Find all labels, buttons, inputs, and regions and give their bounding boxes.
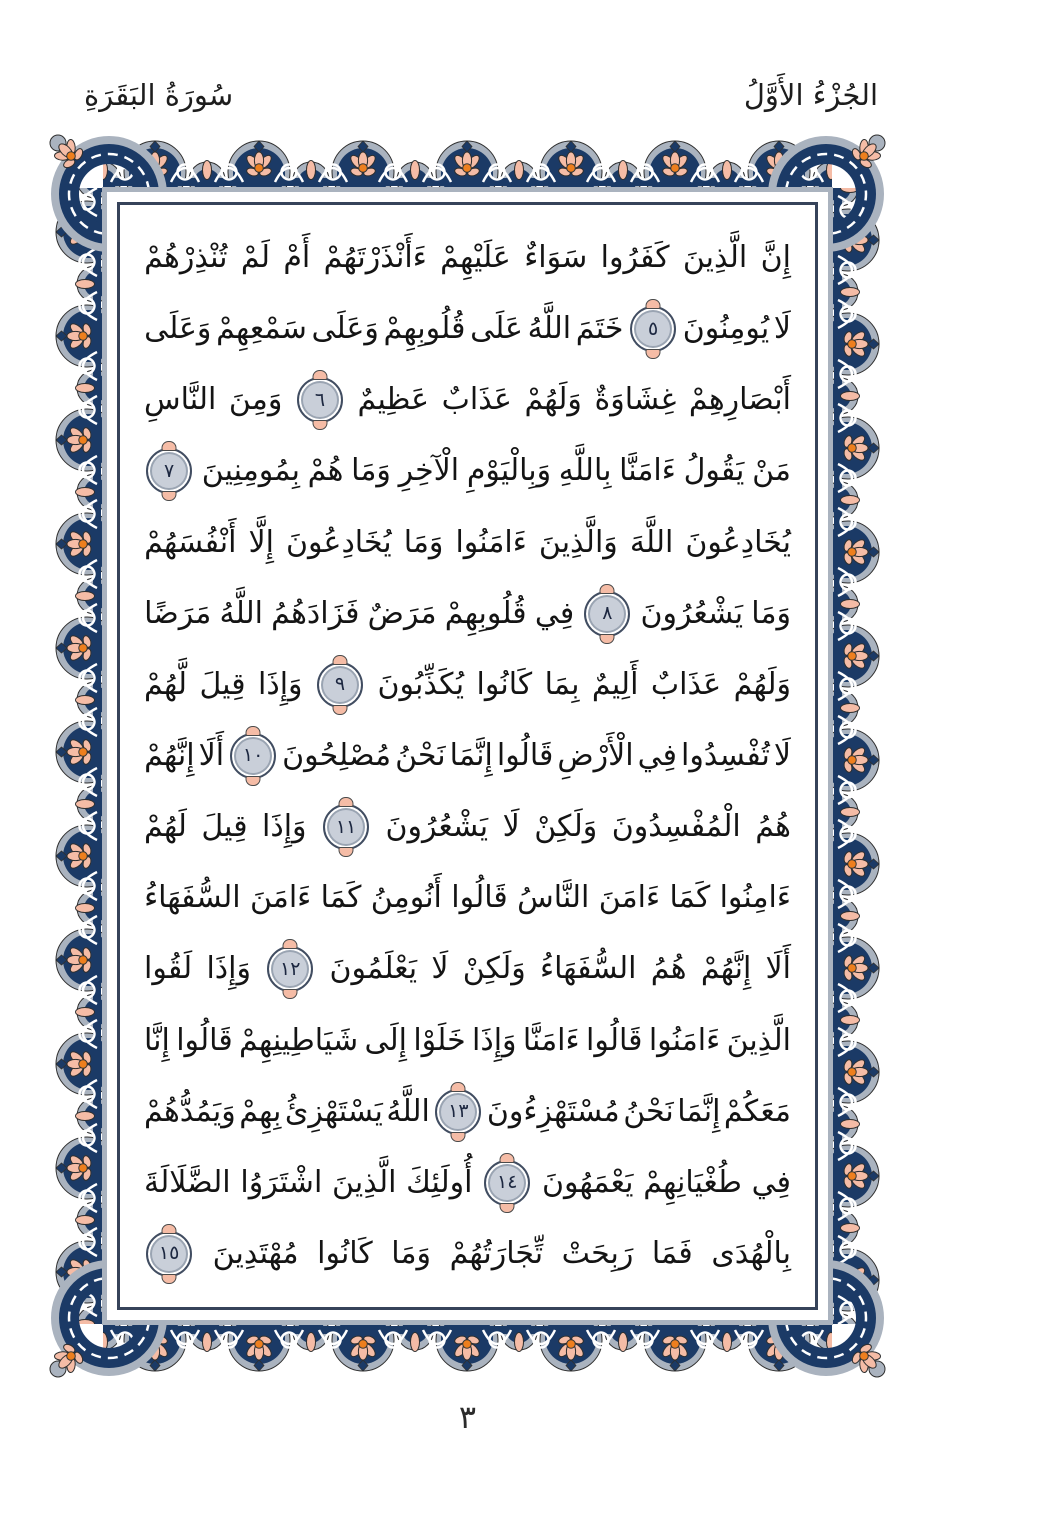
quran-word: وَإِذَا: [262, 809, 307, 845]
ayah-marker: ١٠: [230, 733, 276, 779]
quran-word: قَالُوا: [451, 880, 508, 916]
quran-line: [144, 1150, 791, 1216]
quran-word: هُمُ: [650, 951, 687, 987]
quran-word: فَزَادَهُمُ: [271, 595, 360, 631]
quran-word: يَقُولُ: [683, 453, 745, 489]
quran-word: لَا: [773, 311, 791, 347]
quran-line: [144, 296, 791, 362]
quran-word: وَيَمُدُّهُمْ: [144, 1093, 236, 1129]
quran-word: الضَّلَالَةَ: [144, 1164, 231, 1200]
quran-word: قِيلَ: [199, 666, 246, 702]
quran-word: مُسْتَهْزِءُونَ: [486, 1093, 620, 1129]
quran-word: وَمَا: [391, 1235, 431, 1271]
quran-word: وَمَا: [351, 453, 391, 489]
quran-word: اللَّهُ: [219, 595, 263, 631]
quran-word: ءَامَنَ: [249, 880, 312, 916]
quran-word: فَمَا: [651, 1235, 693, 1271]
border-top: [103, 140, 832, 188]
quran-word: قُلُوبِهِمْ: [444, 595, 527, 631]
quran-word: لَهُمْ: [144, 809, 187, 845]
quran-word: ءَامَنُوا: [455, 524, 527, 560]
ayah-marker: ١٤: [484, 1160, 530, 1206]
quran-word: السُّفَهَاءُ: [540, 951, 637, 987]
quran-word: إِنَّهُمْ: [700, 951, 752, 987]
quran-line: [144, 581, 791, 647]
quran-line: [144, 936, 791, 1002]
quran-word: لَمْ: [240, 240, 270, 275]
quran-word: وَلَكِنْ: [462, 951, 526, 987]
quran-word: إِنَّمَا: [677, 1093, 721, 1129]
quran-word: طُغْيَانِهِمْ: [643, 1164, 742, 1200]
quran-line: [144, 367, 791, 433]
quran-word: خَلَوْا: [413, 1022, 466, 1058]
quran-word: شَيَاطِينِهِمْ: [239, 1022, 359, 1058]
quran-word: كَانُوا: [317, 1235, 373, 1271]
quran-word: كَانُوا: [476, 666, 533, 702]
quran-word: يَعْمَهُونَ: [541, 1164, 634, 1200]
surah-title: سُورَةُ البَقَرَةِ: [84, 78, 234, 112]
quran-word: ءَأَنْذَرْتَهُمْ: [323, 240, 427, 275]
quran-word: أَنُومِنُ: [370, 880, 442, 916]
quran-word: الْأَرْضِ: [557, 737, 634, 773]
quran-word: عَلَيْهِمْ: [440, 240, 511, 275]
quran-word: غِشَاوَةٌ: [594, 382, 677, 418]
quran-word: قُلُوبِهِمْ: [383, 311, 466, 347]
quran-word: الْآخِرِ: [398, 453, 460, 489]
quran-word: لَّهُمْ: [144, 666, 187, 702]
quran-word: إِنَّا: [144, 1022, 170, 1058]
ayah-marker: ٨: [584, 591, 630, 637]
quran-word: تِّجَارَتُهُمْ: [449, 1235, 544, 1271]
quran-word: وَعَلَى: [311, 311, 379, 347]
quran-line: [144, 438, 791, 504]
quran-word: تُنْذِرْهُمْ: [144, 240, 228, 275]
quran-word: اشْتَرَوُا: [240, 1164, 323, 1200]
quran-word: أَمْ: [283, 240, 311, 275]
quran-word: أَبْصَارِهِمْ: [688, 382, 791, 418]
quran-word: نَحْنُ: [395, 737, 446, 773]
quran-word: لَقُوا: [144, 951, 193, 987]
border-corner-top-right: [826, 134, 886, 194]
quran-word: يَسْتَهْزِئُ: [284, 1093, 383, 1129]
quran-word: سَوَاءٌ: [524, 240, 588, 275]
quran-line: [144, 865, 791, 931]
quran-word: وَمَا: [751, 595, 791, 631]
quran-word: قِيلَ: [201, 809, 248, 845]
quran-word: يُخَادِعُونَ: [286, 524, 392, 560]
quran-word: ءَامَنَّا: [522, 1022, 580, 1058]
quran-line: [144, 1221, 791, 1287]
quran-word: كَمَا: [320, 880, 362, 916]
quran-word: بِمُومِنِينَ: [201, 453, 300, 489]
quran-word: خَتَمَ: [575, 311, 624, 347]
quran-word: نَحْنُ: [623, 1093, 674, 1129]
quran-word: أَلَا: [198, 737, 225, 773]
quran-text-area: [120, 205, 815, 1307]
quran-word: يَعْلَمُونَ: [329, 951, 418, 987]
page-number: ٣: [458, 1398, 477, 1436]
ayah-marker: ١٥: [146, 1231, 192, 1277]
quran-word: مَعَكُمْ: [723, 1093, 791, 1129]
quran-word: مُهْتَدِينَ: [212, 1235, 299, 1271]
border-bottom: [103, 1324, 832, 1372]
quran-word: هُمُ: [755, 809, 791, 845]
quran-word: لَا: [431, 951, 449, 987]
quran-word: عَذَابٌ: [441, 382, 512, 418]
quran-word: تُفْسِدُوا: [681, 737, 770, 773]
quran-line: [144, 1008, 791, 1074]
ayah-marker: ٧: [146, 448, 192, 494]
quran-word: وَبِالْيَوْمِ: [466, 453, 552, 489]
quran-word: وَلَهُمْ: [524, 382, 582, 418]
quran-word: وَمِنَ: [228, 382, 283, 418]
quran-word: فِي: [637, 737, 677, 773]
quran-word: مَنْ: [752, 453, 791, 489]
quran-word: فِي: [751, 1164, 791, 1200]
quran-word: السُّفَهَاءُ: [144, 880, 241, 916]
ayah-marker: ٥: [630, 306, 676, 352]
quran-word: إِنَّ: [760, 240, 791, 275]
quran-line: [144, 723, 791, 789]
quran-word: وَإِذَا: [472, 1022, 517, 1058]
quran-word: ءَامَنَ: [598, 880, 661, 916]
border-corner-bottom-left: [49, 1318, 109, 1378]
border-left: [55, 188, 103, 1324]
quran-word: كَفَرُوا: [600, 240, 670, 275]
juz-title: الجُزْءُ الأَوَّلُ: [743, 78, 878, 112]
border-corner-bottom-right: [826, 1318, 886, 1378]
border-corner-top-left: [49, 134, 109, 194]
quran-word: أَلَا: [765, 951, 791, 987]
quran-word: بِالْهُدَى: [711, 1235, 791, 1271]
quran-word: وَلَهُمْ: [733, 666, 791, 702]
quran-word: وَمَا: [403, 524, 444, 560]
quran-word: بِمَا: [544, 666, 580, 702]
quran-word: وَإِذَا: [206, 951, 251, 987]
ayah-marker: ٦: [297, 377, 343, 423]
quran-word: الَّذِينَ: [332, 1164, 397, 1200]
quran-word: هُمْ: [307, 453, 344, 489]
quran-word: وَالَّذِينَ: [538, 524, 618, 560]
quran-word: يُومِنُونَ: [682, 311, 770, 347]
quran-word: إِلَى: [364, 1022, 407, 1058]
quran-word: اللَّهُ: [386, 1093, 430, 1129]
quran-word: النَّاسِ: [144, 382, 217, 418]
quran-line: [144, 510, 791, 576]
quran-word: يُكَذِّبُونَ: [377, 666, 465, 702]
quran-word: عَلَى: [470, 311, 523, 347]
quran-line: [144, 1079, 791, 1145]
quran-word: النَّاسُ: [517, 880, 590, 916]
ayah-marker: ٩: [317, 662, 363, 708]
quran-word: قَالُوا: [496, 737, 554, 773]
quran-line: [144, 794, 791, 860]
quran-word: كَمَا: [669, 880, 711, 916]
quran-word: مَرَضٌ: [367, 595, 437, 631]
quran-word: إِنَّمَا: [449, 737, 493, 773]
quran-word: أَلِيمٌ: [591, 666, 639, 702]
ayah-marker: ١٣: [435, 1089, 481, 1135]
quran-word: يَشْعُرُونَ: [385, 809, 489, 845]
quran-word: إِلَّا: [248, 524, 274, 560]
quran-word: الَّذِينَ: [726, 1022, 791, 1058]
quran-word: الْمُفْسِدُونَ: [611, 809, 741, 845]
quran-word: عَذَابٌ: [650, 666, 722, 702]
quran-word: وَإِذَا: [258, 666, 303, 702]
quran-word: قَالُوا: [176, 1022, 233, 1058]
quran-word: أَنْفُسَهُمْ: [144, 524, 237, 560]
quran-word: يُخَادِعُونَ: [685, 524, 791, 560]
quran-line: [144, 652, 791, 718]
border-right: [832, 188, 880, 1324]
quran-word: أُولَئِكَ: [406, 1164, 473, 1200]
ornamental-frame: [55, 140, 880, 1372]
quran-word: رَبِحَتْ: [561, 1235, 634, 1271]
quran-word: عَظِيمٌ: [357, 382, 430, 418]
quran-word: ءَامِنُوا: [719, 880, 791, 916]
quran-line: [144, 225, 791, 291]
quran-word: مَرَضًا: [144, 595, 212, 631]
quran-word: مُصْلِحُونَ: [282, 737, 392, 773]
quran-word: يَشْعُرُونَ: [640, 595, 744, 631]
quran-word: قَالُوا: [585, 1022, 643, 1058]
quran-word: اللَّهَ: [629, 524, 674, 560]
quran-word: الَّذِينَ: [682, 240, 748, 275]
quran-word: بِاللَّهِ: [558, 453, 612, 489]
quran-word: بِهِمْ: [239, 1093, 282, 1129]
quran-word: لَا: [773, 737, 791, 773]
quran-word: سَمْعِهِمْ: [216, 311, 307, 347]
quran-word: إِنَّهُمْ: [144, 737, 195, 773]
quran-word: اللَّهُ: [527, 311, 572, 347]
quran-word: ءَامَنَّا: [619, 453, 676, 489]
quran-word: ءَامَنُوا: [648, 1022, 721, 1058]
quran-word: وَعَلَى: [144, 311, 212, 347]
quran-word: لَا: [502, 809, 520, 845]
ayah-marker: ١١: [323, 804, 369, 850]
quran-word: فِي: [534, 595, 575, 631]
ayah-marker: ١٢: [267, 946, 313, 992]
quran-word: وَلَكِنْ: [534, 809, 598, 845]
